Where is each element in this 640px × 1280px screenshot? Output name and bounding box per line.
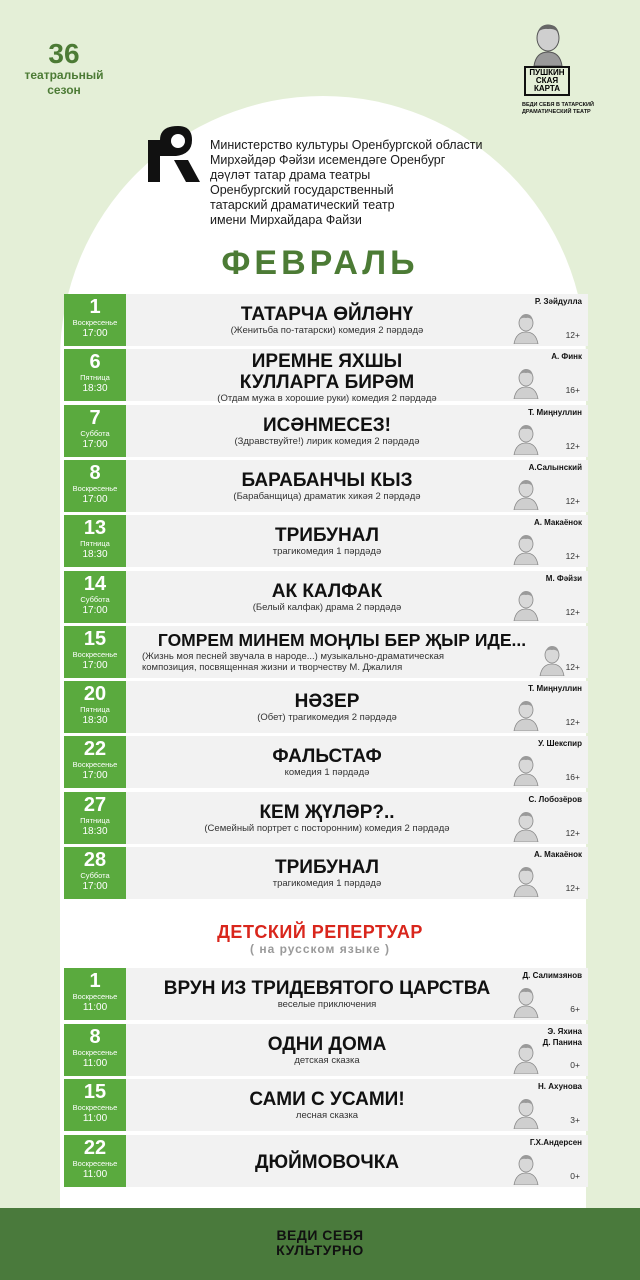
show-subtitle: [130, 999, 524, 1010]
footer-line2: КУЛЬТУРНО: [276, 1242, 364, 1258]
show-time: 18:30: [82, 383, 108, 395]
show-title: [130, 691, 524, 712]
show-title: [130, 857, 524, 878]
show-subtitle-line: (Семейный портрет с посторонним) комедия 2 пәрдәдә: [204, 822, 450, 834]
pushkin-card-label: [524, 66, 570, 96]
show-title-line: КЕМ ҖҮЛӘР?..: [259, 801, 395, 823]
show-subtitle-line: веселые приключения: [277, 999, 377, 1010]
age-rating: 12+: [565, 440, 580, 451]
age-rating: 12+: [565, 606, 580, 617]
show-weekday: Воскресенье: [72, 1103, 118, 1112]
show-author-line: А. Финк: [551, 352, 582, 362]
show-author: [472, 517, 582, 528]
show-row: [64, 736, 588, 788]
show-subtitle: [130, 602, 524, 613]
show-title: [130, 351, 524, 393]
show-row: [64, 1135, 588, 1187]
age-rating: 12+: [565, 495, 580, 506]
show-weekday: Воскресенье: [72, 318, 118, 327]
show-day: 7: [89, 406, 101, 429]
show-day: 15: [83, 1081, 107, 1103]
theatre-line: Министерство культуры Оренбургской области: [210, 138, 483, 152]
show-row: [64, 515, 588, 567]
show-time: 17:00: [82, 881, 108, 892]
show-subtitle: [130, 491, 524, 502]
show-date-badge: [64, 626, 126, 678]
show-author-line: Э. Яхина: [547, 1026, 582, 1036]
age-rating: 6+: [570, 1004, 580, 1014]
theatre-line: имени Мирхайдара Файзи: [210, 213, 362, 227]
show-date-badge: [64, 968, 126, 1020]
age-rating: 12+: [565, 661, 580, 672]
show-author-line: С. Лобозёров: [528, 794, 582, 804]
show-author: [472, 794, 582, 805]
show-subtitle-line: (Жизнь моя песней звучала в народе...) музыкально-драматическая: [142, 651, 445, 663]
show-date-badge: [64, 681, 126, 733]
pk-tag1: ВЕДИ СЕБЯ В ТАТАРСКИЙ: [522, 102, 594, 108]
season-number: 36: [48, 38, 80, 69]
show-weekday: Пятница: [80, 373, 110, 383]
kids-repertoire-subtitle: ( на русском языке ): [250, 942, 390, 956]
behave-culturally-logo: [268, 1228, 372, 1262]
author-portrait-icon: [512, 1097, 540, 1129]
age-rating: 16+: [565, 385, 580, 396]
age-rating: 0+: [570, 1170, 580, 1181]
show-subtitle-line: (Обет) трагикомедия 2 пәрдәдә: [257, 712, 397, 724]
show-subtitle-line: детская сказка: [294, 1054, 360, 1066]
show-row: [64, 294, 588, 346]
show-day: 27: [83, 793, 107, 816]
show-subtitle-line: комедия 1 пәрдәдә: [284, 767, 370, 779]
show-subtitle: [130, 325, 524, 336]
pushkin-card-logo: [520, 22, 640, 115]
show-weekday: Воскресенье: [72, 1047, 118, 1057]
show-subtitle: [130, 546, 524, 557]
show-row: [64, 626, 588, 678]
show-row: [64, 681, 588, 733]
show-weekday: Воскресенье: [72, 992, 118, 1001]
show-author-line: Д. Панина: [542, 1037, 582, 1047]
author-portrait-icon: [512, 865, 540, 897]
show-day: 14: [83, 572, 107, 595]
show-day: 15: [83, 627, 107, 650]
show-date-badge: [64, 792, 126, 844]
show-author-line: А.Салынский: [528, 462, 582, 472]
show-subtitle: [130, 712, 524, 723]
show-title-line: БАРАБАНЧЫ КЫЗ: [241, 469, 413, 491]
show-day: 8: [89, 461, 101, 484]
author-portrait-icon: [512, 423, 540, 455]
show-row: [64, 847, 588, 899]
show-row: [64, 349, 588, 405]
theatre-line: Мирхәйдәр Фәйзи исемендәге Оренбург: [210, 153, 446, 167]
show-author-line: Д. Салимзянов: [522, 971, 582, 980]
author-portrait-icon: [512, 754, 540, 786]
age-rating: 0+: [570, 1059, 580, 1070]
author-portrait-icon: [512, 533, 540, 565]
show-time: 17:00: [82, 438, 108, 450]
show-day: 13: [83, 517, 107, 540]
author-portrait-icon: [512, 367, 540, 399]
show-title: [130, 525, 524, 546]
show-weekday: Суббота: [80, 871, 110, 880]
show-date-badge: [64, 294, 126, 346]
age-rating: 12+: [565, 883, 580, 893]
show-title-line: НӘЗЕР: [294, 691, 360, 713]
author-portrait-icon: [512, 478, 540, 510]
footer-bar: [0, 1208, 640, 1280]
theatre-line: Оренбургский государственный: [210, 183, 394, 197]
show-time: 11:00: [82, 1113, 108, 1124]
show-time: 17:00: [82, 493, 108, 505]
author-portrait-icon: [538, 644, 566, 676]
show-day: 6: [89, 351, 101, 374]
show-date-badge: [64, 349, 126, 401]
show-title: [130, 746, 524, 767]
show-title-line: ИСӘНМЕСЕЗ!: [262, 414, 392, 436]
show-time: 17:00: [82, 770, 108, 782]
show-weekday: Воскресенье: [72, 1158, 118, 1168]
show-time: 11:00: [82, 1057, 108, 1069]
show-author: [472, 351, 582, 362]
show-weekday: Суббота: [80, 594, 110, 604]
show-author: [472, 1137, 582, 1148]
show-date-badge: [64, 1024, 126, 1076]
show-time: 18:30: [82, 715, 108, 727]
show-subtitle-line: лесная сказка: [295, 1110, 359, 1121]
pushkin-card-tagline: [522, 102, 640, 116]
show-subtitle-line: (Здравствуйте!) лирик комедия 2 пәрдәдә: [234, 435, 420, 447]
show-row: [64, 460, 588, 512]
show-title-line: АК КАЛФАК: [271, 580, 383, 602]
show-title-line: ФАЛЬСТАФ: [272, 746, 382, 768]
show-title-line: САМИ С УСАМИ!: [249, 1089, 405, 1110]
show-author-line: Н. Ахунова: [538, 1082, 582, 1091]
show-title: [130, 415, 524, 436]
theatre-name: [210, 138, 550, 228]
show-row: [64, 405, 588, 457]
age-rating: 12+: [565, 827, 580, 838]
show-date-badge: [64, 405, 126, 457]
show-title-line: ДЮЙМОВОЧКА: [254, 1152, 400, 1173]
show-time: 18:30: [82, 549, 108, 561]
show-time: 17:00: [82, 659, 108, 671]
author-portrait-icon: [512, 810, 540, 842]
show-weekday: Воскресенье: [72, 483, 118, 493]
show-day: 22: [83, 1136, 107, 1159]
show-row: [64, 571, 588, 623]
theatre-logo-icon: [148, 126, 200, 182]
pk-line2: СКАЯ: [535, 76, 559, 85]
show-row: [64, 792, 588, 844]
show-title: [130, 1089, 524, 1110]
show-subtitle: [130, 436, 524, 447]
show-subtitle: [130, 767, 524, 778]
show-title: [130, 581, 524, 602]
show-date-badge: [64, 1135, 126, 1187]
author-portrait-icon: [512, 699, 540, 731]
season-label-2: сезон: [47, 83, 81, 97]
show-title: [130, 630, 554, 651]
show-time: 11:00: [82, 1002, 108, 1013]
pk-line1: ПУШКИН: [529, 68, 565, 77]
author-portrait-icon: [512, 312, 540, 344]
show-subtitle-line: (Барабанщица) драматик хикәя 2 пәрдәдә: [233, 490, 421, 502]
show-subtitle-line: трагикомедия 1 пәрдәдә: [272, 546, 382, 558]
show-time: 17:00: [82, 604, 108, 616]
season-badge: [18, 40, 110, 98]
show-weekday: Пятница: [80, 815, 110, 825]
show-title-line: ТРИБУНАЛ: [275, 857, 379, 878]
show-author-line: Р. Зәйдулла: [534, 297, 582, 306]
show-subtitle: [130, 1110, 524, 1121]
age-rating: 12+: [565, 717, 580, 728]
show-subtitle: [130, 393, 524, 404]
show-subtitle-line: трагикомедия 1 пәрдәдә: [272, 878, 382, 889]
show-title-line: ГОМРЕМ МИНЕМ МОҢЛЫ БЕР ҖЫР ИДЕ...: [157, 630, 527, 651]
show-title-line: ТРИБУНАЛ: [275, 525, 379, 547]
show-author: [472, 407, 582, 418]
show-time: 11:00: [82, 1168, 108, 1180]
show-author-line: А. Макаёнок: [533, 850, 582, 859]
show-author: [472, 849, 582, 860]
season-label-1: театральный: [24, 68, 104, 82]
show-date-badge: [64, 571, 126, 623]
pk-line3: КАРТА: [533, 84, 561, 93]
show-author-line: Т. Миңнуллин: [528, 407, 582, 417]
show-title-line: ОДНИ ДОМА: [267, 1033, 387, 1055]
show-day: 20: [83, 683, 107, 706]
show-row: [64, 1024, 588, 1076]
author-portrait-icon: [512, 589, 540, 621]
kids-repertoire-title: ДЕТСКИЙ РЕПЕРТУАР: [217, 922, 423, 942]
show-weekday: Суббота: [80, 428, 110, 438]
show-author-line: Г.Х.Андерсен: [529, 1137, 582, 1147]
show-subtitle: [130, 1055, 524, 1066]
age-rating: 16+: [565, 772, 580, 783]
pk-tag2: ДРАМАТИЧЕСКИЙ ТЕАТР: [522, 109, 591, 115]
show-author-line: А. Макаёнок: [533, 518, 582, 528]
show-date-badge: [64, 1079, 126, 1131]
show-subtitle-line: (Отдам мужа в хорошие руки) комедия 2 пәрдәдә: [217, 393, 437, 405]
show-time: 18:30: [82, 825, 108, 837]
show-author-line: М. Фәйзи: [545, 573, 582, 583]
show-title-line: КУЛЛАРГА БИРӘМ: [239, 372, 415, 394]
show-title: [130, 1152, 524, 1173]
show-subtitle-line: композиция, посвященная жизни и творчеству М. Джалиля: [142, 662, 403, 674]
show-author: [472, 970, 582, 981]
show-weekday: Пятница: [80, 539, 110, 549]
age-rating: 12+: [565, 551, 580, 562]
author-portrait-icon: [512, 986, 540, 1018]
show-author-line: Т. Миңнуллин: [528, 684, 582, 694]
show-author: [472, 738, 582, 749]
show-title-line: ВРУН ИЗ ТРИДЕВЯТОГО ЦАРСТВА: [163, 978, 491, 999]
show-date-badge: [64, 736, 126, 788]
show-title-line: ИРЕМНЕ ЯХШЫ: [251, 351, 403, 373]
month-title: ФЕВРАЛЬ: [221, 244, 419, 282]
show-subtitle-line: (Женитьба по-татарски) комедия 2 пәрдәдә: [230, 325, 424, 336]
show-date-badge: [64, 847, 126, 899]
age-rating: 3+: [570, 1115, 580, 1125]
show-time: 17:00: [82, 328, 108, 339]
theatre-line: татарский драматический театр: [210, 198, 395, 212]
show-title: [130, 802, 524, 823]
show-subtitle: [142, 651, 542, 673]
show-author: [472, 296, 582, 307]
show-author-line: У. Шекспир: [538, 739, 582, 749]
show-title: [130, 470, 524, 491]
show-day: 1: [89, 970, 101, 992]
show-subtitle: [130, 878, 524, 889]
show-weekday: Пятница: [80, 705, 110, 715]
author-portrait-icon: [512, 1042, 540, 1074]
footer-line1: ВЕДИ СЕБЯ: [276, 1227, 364, 1243]
show-title: [130, 1034, 524, 1055]
show-subtitle: [130, 823, 524, 834]
age-rating: 12+: [565, 330, 580, 340]
show-author: [472, 573, 582, 584]
show-title: [130, 304, 524, 325]
show-day: 8: [89, 1025, 101, 1048]
show-weekday: Воскресенье: [72, 760, 118, 770]
show-date-badge: [64, 460, 126, 512]
show-weekday: Воскресенье: [72, 649, 118, 659]
show-author: [472, 683, 582, 694]
pushkin-portrait-icon: [530, 22, 566, 66]
show-day: 1: [89, 296, 101, 318]
author-portrait-icon: [512, 1153, 540, 1185]
show-row: [64, 1079, 588, 1131]
show-author: [472, 462, 582, 473]
show-title-line: ТАТАРЧА ӨЙЛӘНҮ: [240, 304, 414, 325]
theatre-line: дәүләт татар драма театры: [210, 168, 371, 182]
show-row: [64, 968, 588, 1020]
show-day: 28: [83, 849, 107, 871]
show-day: 22: [83, 738, 107, 761]
show-title: [130, 978, 524, 999]
show-date-badge: [64, 515, 126, 567]
show-author: [472, 1081, 582, 1092]
show-subtitle-line: (Белый калфак) драма 2 пәрдәдә: [252, 601, 402, 613]
